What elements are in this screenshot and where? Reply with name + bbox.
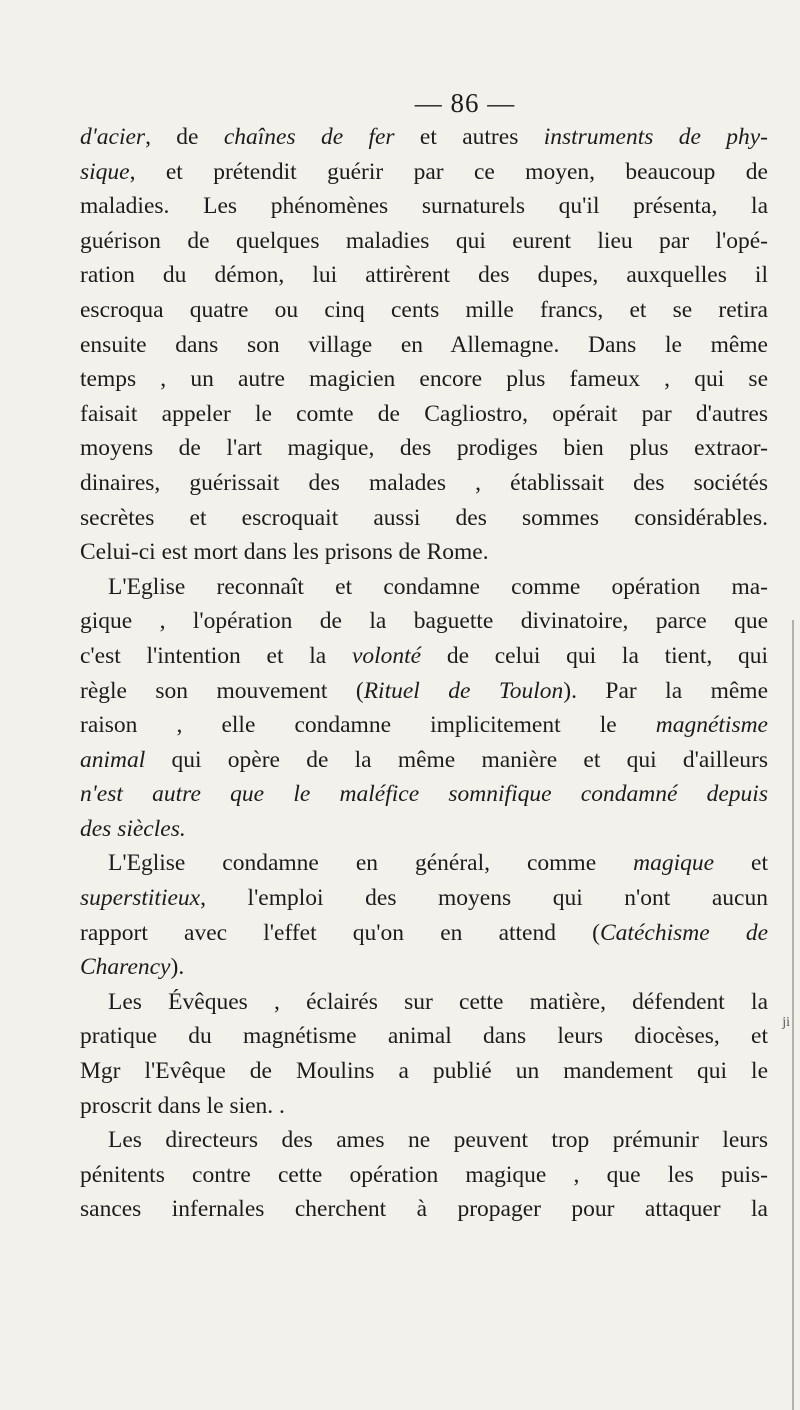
paragraph-start: L'Eglise reconnaît et condamne comme opération ma- <box>108 573 768 600</box>
text-line: proscrit dans le sien. . <box>80 1092 285 1119</box>
page-edge-mark: ji <box>782 1015 790 1030</box>
text-line: pratique du magnétisme animal dans leurs diocèses, et <box>80 1023 768 1050</box>
italic-phrase: magique <box>633 850 715 877</box>
italic-phrase: volonté <box>351 642 422 669</box>
italic-phrase: sique <box>80 158 130 185</box>
italic-phrase: Rituel de Toulon <box>363 677 564 704</box>
text-line: moyens de l'art magique, des prodiges bien plus extraor- <box>80 435 768 462</box>
page-edge-line <box>792 620 794 1410</box>
text-line: pénitents contre cette opération magique , que les puis- <box>80 1161 768 1188</box>
text-line: animal qui opère de la même manière et qui d'ailleurs <box>80 746 768 773</box>
text-line: c'est l'intention et la volonté de celui qui la tient, qui <box>80 642 769 669</box>
text-line: rapport avec l'effet qu'on en attend (Catéchisme de <box>80 919 768 946</box>
italic-phrase: superstitieux <box>80 885 201 912</box>
page-number: — 86 — <box>414 88 516 118</box>
italic-phrase: instruments de phy- <box>543 124 768 150</box>
body-text <box>80 120 768 1227</box>
text-line: d'acier, de chaînes de fer et autres instruments de phy- <box>80 124 768 150</box>
italic-phrase: d'acier <box>80 124 146 150</box>
text-line: maladies. Les phénomènes surnaturels qu'il présenta, la <box>80 193 768 220</box>
text-line: raison , elle condamne implicitement le magnétisme <box>80 712 768 739</box>
text-line: Mgr l'Evêque de Moulins a publié un mandement qui le <box>80 1058 768 1085</box>
italic-phrase: Catéchisme de <box>600 919 768 946</box>
text-line: escroqua quatre ou cinq cents mille francs, et se retira <box>80 296 768 323</box>
text-line: ensuite dans son village en Allemagne. Dans le même <box>80 331 768 358</box>
text-line: dinaires, guérissait des malades , établissait des sociétés <box>80 469 768 496</box>
text-line: guérison de quelques maladies qui eurent lieu par l'opé- <box>80 227 768 254</box>
text-line: Charency). <box>80 954 185 981</box>
text-line: gique , l'opération de la baguette divinatoire, parce que <box>80 608 768 635</box>
text-line: ration du démon, lui attirèrent des dupes, auxquelles il <box>80 262 768 289</box>
text-line: Celui-ci est mort dans les prisons de Rome. <box>80 539 489 566</box>
text-line: superstitieux, l'emploi des moyens qui n'ont aucun <box>80 885 768 912</box>
italic-phrase: Charency <box>80 954 171 981</box>
text-line: secrètes et escroquait aussi des sommes considérables. <box>80 504 768 531</box>
italic-phrase: magnétisme <box>655 712 768 739</box>
text-line: temps , un autre magicien encore plus fameux , qui se <box>80 366 768 393</box>
paragraph-start: L'Eglise condamne en général, comme magique et <box>108 850 768 877</box>
paragraph-start: Les directeurs des ames ne peuvent trop prémunir leurs <box>108 1127 768 1154</box>
text-line: faisait appeler le comte de Cagliostro, opérait par d'autres <box>80 400 768 427</box>
italic-phrase: n'est autre que le maléfice somnifique condamné depuis <box>80 781 768 808</box>
text-line <box>80 812 768 847</box>
italic-phrase: animal <box>80 746 146 773</box>
paragraph-start: Les Évêques , éclairés sur cette matière, défendent la <box>108 988 768 1015</box>
text-line: sique, et prétendit guérir par ce moyen, beaucoup de <box>80 158 768 185</box>
italic-phrase: chaînes de fer <box>223 124 395 150</box>
text-line: sances infernales cherchent à propager pour attaquer la <box>80 1196 768 1223</box>
text-line: règle son mouvement (Rituel de Toulon). Par la même <box>80 677 768 704</box>
text-line <box>80 777 768 812</box>
italic-phrase: des siècles. <box>80 815 186 842</box>
